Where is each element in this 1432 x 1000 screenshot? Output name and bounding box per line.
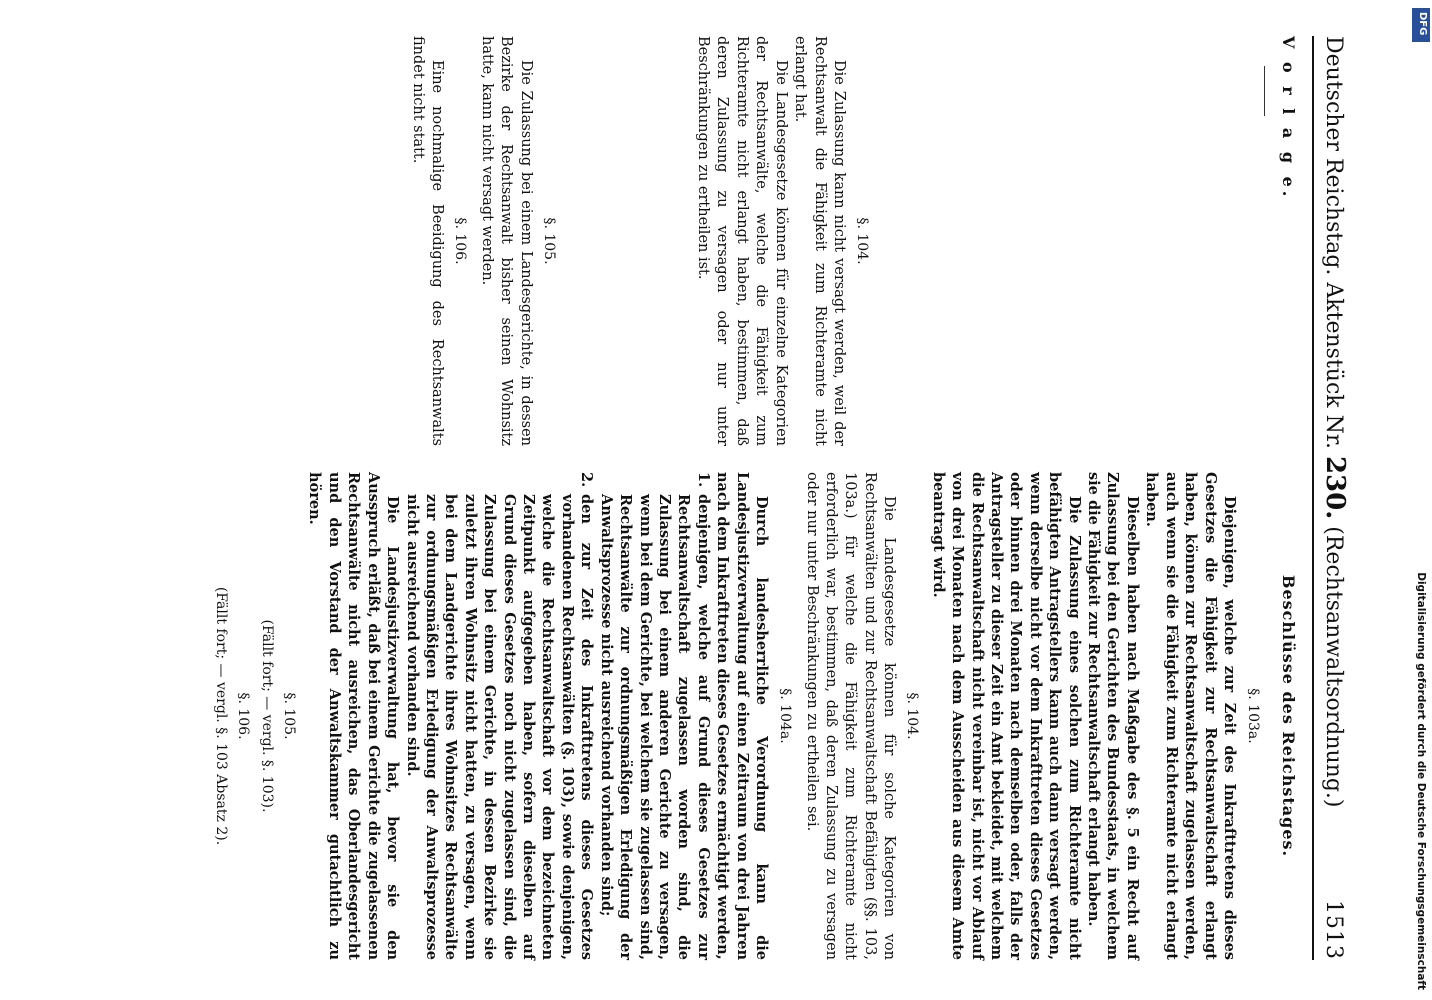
section-104a-intro: Durch landesherrliche Verordnung kann die Landesjustizverwaltung auf einen Zeitraum von drei Jahren nach dem Inkrafttreten dieses Gesetzes ermächtigt werden, (714, 472, 771, 960)
spacer (565, 36, 693, 446)
section-106-note: (Fällt fort; — vergl. §. 103 Absatz 2). (213, 586, 230, 846)
section-103a-paragraph-1: Diejenigen, welche zur Zeit des Inkrafttretens dieses Gesetzes die Fähigkeit zur Rechtsanwaltschaft erlangt haben, können zur Rechtsanwaltschaft zugelassen werden, auch wenn sie die Fähigkeit zum Richteramte nicht erlangt haben. (1143, 472, 1238, 960)
page-number: 1513 (1321, 900, 1346, 960)
section-106-heading-right: §. 106. (235, 692, 252, 740)
header-publication: Deutscher Reichstag. Aktenstück Nr. (1321, 36, 1346, 449)
item-number: 1. (694, 472, 712, 488)
section-104-heading: §. 104. (854, 217, 870, 265)
section-106-heading: §. 106. (452, 217, 469, 265)
section-104-paragraph-2: Die Landesgesetze können für einzelne Kategorien der Rechtsanwälte, welche die Fähigkeit zum Richteramte nicht erlangt haben, bestimmen, daß deren Zulassung zu versagen oder nur unter Beschränkungen zu ertheilen ist. (695, 36, 789, 446)
spacer (878, 36, 1264, 446)
title-rule (1264, 66, 1265, 116)
item-text: denjenigen, welche auf Grund dieses Gesetzes zur Rechtsanwaltschaft zugelassen worden sind, die Zulassung bei einem anderen Gerichte zu versagen, wenn bei dem Gerichte, bei welchem sie zugelassen sind, Rechtsanwälte zur ordnungsmäßigen Erledigung der Anwaltsprozesse nicht ausreichend vorhanden sind; (597, 494, 712, 960)
section-103a-paragraph-3: Die Zulassung eines solchen zum Richteramte nicht befähigten Antragstellers kann auch dann versagt werden, wenn derselbe nicht vor dem Inkrafttreten dieses Gesetzes oder binnen drei Monaten nach demselben oder, falls der Antragsteller zu dieser Zeit ein Amt bekleidet, mit welchem die Rechtsanwaltschaft nicht vereinbar ist, nicht vor Ablauf von drei Monaten nach dem Ausscheiden aus diesem Amte beantragt wird. (929, 472, 1083, 960)
vorlage-title: V o r l a g e. (1279, 36, 1298, 201)
section-105-paragraph: Die Zulassung bei einem Landesgerichte, in dessen Bezirke der Rechtsanwalt bisher seinen Wohnsitz hatte, kann nicht versagt werden. (478, 36, 534, 446)
section-103a-heading: §. 103a. (1245, 688, 1261, 744)
beschluesse-title: Beschlüsse des Reichstages. (1279, 574, 1298, 858)
dfg-logo-text: DFG (1417, 12, 1428, 36)
section-104-paragraph-1: Die Zulassung kann nicht versagt werden, weil der Rechtsanwalt die Fähigkeit zum Richteramte nicht erlangt hat. (792, 36, 847, 446)
section-104a-item-2 (402, 472, 596, 960)
two-column-body (213, 36, 1304, 960)
page-header (1312, 36, 1350, 960)
section-104a-heading: §. 104a. (777, 688, 794, 744)
spacer (1269, 472, 1273, 960)
section-105-note: (Fällt fort; — vergl. §. 103). (259, 619, 276, 813)
section-106-paragraph: Eine nochmalige Beeidigung des Rechtsanwalts findet nicht statt. (409, 36, 446, 446)
section-104a-item-1 (596, 472, 713, 960)
section-104-paragraph-right: Die Landesgesetze können für solche Kategorien von Rechtsanwälten und zur Rechtsanwaltschaft Befähigten (§§. 103, 103a.) für welche die Fähigkeit zum Richteramte nicht erforderlich war, bestimmen, daß deren Zulassung zu versagen oder nur unter Beschränkungen zu ertheilen sei. (803, 472, 898, 960)
section-103a-paragraph-2: Dieselben haben nach Maßgabe des §. 5 ein Recht auf Zulassung bei den Gerichten des Bundesstaats, in welchem sie die Fähigkeit zur Rechtsanwaltschaft erlangt haben. (1085, 472, 1141, 960)
section-104a-closing: Die Landesjustizverwaltung hat, bevor sie den Ausspruch erläßt, daß bei einem Gerichte die zugelassenen Rechtsanwälte nicht ausreichen, das Oberlandesgericht und den Vorstand der Anwaltskammer gutachtlich zu hören. (306, 472, 402, 960)
item-text: den zur Zeit des Inkrafttretens dieses Gesetzes vorhandenen Rechtsanwälten (§. 103), sowie denjenigen, welche die Rechtsanwaltschaft vor dem bezeichneten Zeitpunkt aufgegeben haben, sofern dieselben auf Grund dieses Gesetzes noch nicht zugelassen sind, die Zulassung bei einem Gerichte, in dessen Bezirke sie zuletzt ihren Wohnsitz nicht hatten, zu versagen, wenn bei dem Landgerichte ihres Wohnsitzes Rechtsanwälte zur ordnungsmäßigen Erledigung der Anwaltsprozesse nicht ausreichend vorhanden sind. (403, 494, 596, 960)
header-subject: (Rechtsanwaltsordnung.) (1321, 526, 1346, 808)
left-column-vorlage (213, 36, 1304, 446)
item-number: 2. (578, 472, 596, 488)
header-document-number: 230. (1320, 455, 1350, 520)
section-104-heading-right: §. 104. (904, 692, 921, 740)
header-title (1320, 36, 1350, 900)
right-column-beschluesse (213, 472, 1304, 960)
digitization-credit (1412, 10, 1430, 990)
section-105-heading: §. 105. (540, 217, 557, 265)
section-105-heading-right: §. 105. (281, 692, 298, 740)
digitization-credit-text: Digitalisierung gefördert durch die Deutsche Forschungsgemeinschaft (1415, 572, 1427, 990)
